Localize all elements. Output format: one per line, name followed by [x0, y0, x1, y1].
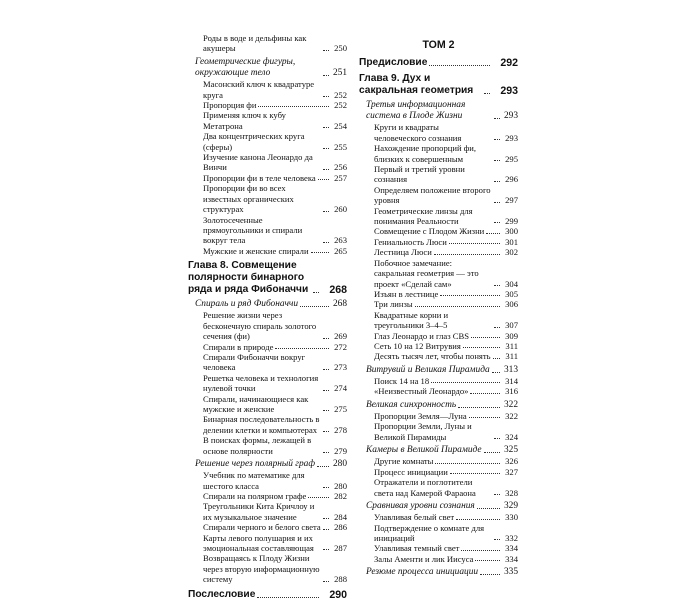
toc-section[interactable]: [188, 57, 347, 79]
toc-subsection[interactable]: [188, 470, 347, 491]
dot-leader: [494, 202, 500, 203]
toc-page-number: 252: [334, 100, 347, 111]
dot-leader: [484, 452, 500, 453]
dot-leader: [323, 549, 329, 550]
toc-entry-title: Масонский ключ к квадратуре круга: [203, 79, 315, 100]
dot-leader: [494, 539, 500, 540]
toc-page-number: 250: [334, 43, 347, 54]
toc-subsection[interactable]: [359, 226, 518, 236]
toc-entry-title: Подтверждение о комнате для инициаций: [374, 522, 485, 544]
toc-page-number: 278: [334, 424, 347, 435]
toc-section[interactable]: [359, 445, 518, 456]
toc-subsection[interactable]: [359, 543, 518, 553]
toc-subsection[interactable]: [359, 456, 518, 466]
toc-entry-title: «Неизвестный Леонардо»: [374, 386, 469, 397]
dot-leader: [493, 358, 500, 359]
toc-page-number: 305: [505, 288, 518, 299]
toc-entry-title: Карты левого полушария и их эмоциональная составляющая: [203, 532, 314, 554]
toc-entry-title: Глава 8. Совмещение полярности бинарного ряда и ряда Фибоначчи: [188, 260, 309, 296]
toc-entry-title: Отражатели и поглотители света над Камерой Фараона: [374, 477, 476, 498]
toc-subsection[interactable]: [359, 467, 518, 477]
toc-subsection[interactable]: [188, 501, 347, 522]
toc-entry-title: Пропорция фи: [203, 100, 257, 111]
toc-entry-title: Улавливая белый свет: [374, 512, 455, 523]
toc-entry-title: Послесловие: [188, 588, 256, 600]
volume-heading: ТОМ 2: [422, 39, 455, 51]
dot-leader: [318, 179, 329, 180]
dot-leader: [434, 254, 500, 255]
toc-entry-title: Побочное замечание: сакральная геометрия — это проект «Сделай сам»: [374, 257, 479, 289]
toc-page-number: 280: [332, 459, 347, 470]
toc-subsection[interactable]: [188, 215, 347, 246]
toc-page-number: 313: [503, 364, 518, 375]
dot-leader: [323, 148, 329, 149]
toc-right-column: [359, 33, 518, 578]
dot-leader: [323, 96, 329, 97]
toc-page-number: 284: [334, 511, 347, 522]
dot-leader: [323, 410, 329, 411]
toc-subsection[interactable]: [188, 183, 347, 214]
dot-leader: [435, 463, 500, 464]
toc-subsection[interactable]: [359, 122, 518, 143]
toc-page-number: 309: [505, 330, 518, 341]
dot-leader: [480, 574, 500, 575]
dot-leader: [463, 347, 500, 348]
toc-page-number: 297: [505, 195, 518, 206]
toc-page-number: 324: [505, 431, 518, 442]
toc-subsection[interactable]: [359, 477, 518, 498]
toc-section[interactable]: [359, 365, 518, 376]
toc-page-number: 326: [505, 456, 518, 467]
toc-page-number: 322: [505, 410, 518, 421]
toc-page-number: 268: [332, 299, 347, 310]
toc-entry-title: Другие комнаты: [374, 456, 434, 467]
toc-page-number: 296: [505, 174, 518, 185]
dot-leader: [429, 65, 490, 66]
dot-leader: [323, 452, 329, 453]
toc-entry-title: Бинарная последовательность в делении клетки и компьютерах: [203, 414, 320, 435]
toc-page-number: 295: [505, 153, 518, 164]
toc-page-number: 299: [505, 216, 518, 227]
dot-leader: [458, 407, 500, 408]
toc-page-number: 334: [505, 553, 518, 564]
dot-leader: [308, 497, 329, 498]
toc-page-number: 288: [334, 574, 347, 585]
toc-subsection[interactable]: [359, 523, 518, 544]
toc-entry-title: Процесс инициации: [374, 466, 448, 477]
toc-entry-title: Два концентрических круга (сферы): [203, 131, 305, 152]
toc-subsection[interactable]: [359, 331, 518, 341]
toc-page-number: 255: [334, 141, 347, 152]
toc-entry-title: Спирали, начинающиеся как мужские и женские: [203, 393, 309, 414]
toc-page-number: 251: [332, 68, 347, 79]
toc-entry-title: Треугольники Кита Кричлоу и их музыкальное значение: [203, 501, 315, 522]
toc-subsection[interactable]: [188, 100, 347, 110]
toc-page-number: 279: [334, 445, 347, 456]
toc-subsection[interactable]: [359, 289, 518, 299]
toc-entry-title: Изучение канона Леонардо да Винчи: [203, 152, 313, 173]
toc-subsection[interactable]: [359, 258, 518, 289]
toc-page-number: 316: [505, 386, 518, 397]
toc-page-number: 314: [505, 375, 518, 386]
toc-subsection[interactable]: [359, 164, 518, 185]
toc-subsection[interactable]: [359, 185, 518, 206]
toc-page-number: 307: [505, 320, 518, 331]
toc-entry-title: Первый и третий уровни сознания: [374, 164, 465, 185]
toc-entry-title: Предисловие: [359, 57, 428, 68]
toc-page-number: 265: [334, 245, 347, 256]
dot-leader: [323, 338, 329, 339]
toc-page-number: 275: [334, 403, 347, 414]
toc-subsection[interactable]: [188, 435, 347, 456]
toc-subsection[interactable]: [188, 110, 347, 131]
toc-entry-title: Учебник по математике для шестого класса: [203, 470, 305, 491]
toc-section[interactable]: [359, 400, 518, 411]
dot-leader: [471, 337, 500, 338]
dot-leader: [300, 306, 329, 307]
toc-subsection[interactable]: [188, 352, 347, 373]
toc-subsection[interactable]: [188, 79, 347, 100]
dot-leader: [323, 518, 329, 519]
dot-leader: [323, 369, 329, 370]
toc-entry-title: Геометрические линзы для понимания Реальности: [374, 205, 473, 227]
dot-leader: [494, 438, 500, 439]
toc-entry-title: В поисках формы, лежащей в основе полярности: [203, 435, 312, 456]
toc-page-number: 311: [505, 340, 518, 351]
toc-page-number: 335: [503, 567, 518, 578]
toc-entry-title: Третья информационная система в Плоде Жизни: [366, 100, 466, 122]
toc-page-number: 306: [505, 299, 518, 310]
toc-subsection[interactable]: [359, 351, 518, 361]
toc-page-number: 332: [505, 533, 518, 544]
toc-section[interactable]: [359, 100, 518, 122]
toc-subsection[interactable]: [359, 247, 518, 257]
dot-leader: [494, 118, 500, 119]
toc-entry-title: Изъян в лестнице: [374, 288, 439, 299]
toc-page-number: 272: [334, 341, 347, 352]
toc-subsection[interactable]: [188, 553, 347, 584]
toc-subsection[interactable]: [188, 342, 347, 352]
toc-page-number: 322: [503, 399, 518, 410]
toc-subsection[interactable]: [188, 246, 347, 256]
toc-entry-title: Определяем положение второго уровня: [374, 184, 491, 206]
dot-leader: [494, 494, 500, 495]
dot-leader: [494, 160, 500, 161]
toc-entry-title: Спирали Фибоначчи вокруг человека: [203, 351, 306, 373]
toc-subsection[interactable]: [188, 373, 347, 394]
toc-page-number: 287: [334, 543, 347, 554]
toc-entry-title: Решение через полярный граф: [195, 459, 315, 470]
dot-leader: [475, 560, 500, 561]
toc-page-number: 311: [505, 351, 518, 362]
toc-page-number: 286: [334, 522, 347, 533]
toc-subsection[interactable]: [359, 206, 518, 227]
toc-subsection[interactable]: [188, 491, 347, 501]
toc-subsection[interactable]: [359, 554, 518, 564]
toc-subsection[interactable]: [359, 512, 518, 522]
dot-leader: [431, 382, 500, 383]
toc-chapter[interactable]: [188, 589, 347, 601]
toc-entry-title: Мужские и женские спирали: [203, 245, 309, 256]
dot-leader: [494, 139, 500, 140]
toc-section[interactable]: [359, 501, 518, 512]
toc-section[interactable]: [188, 459, 347, 470]
toc-entry-title: Залы Аменти и лик Иисуса: [374, 553, 474, 564]
toc-entry-title: Пропорции фи в теле человека: [203, 172, 316, 183]
toc-subsection[interactable]: [359, 376, 518, 386]
dot-leader: [275, 348, 329, 349]
toc-page-number: 293: [500, 85, 518, 97]
toc-entry-title: Лестница Люси: [374, 247, 432, 258]
toc-page-number: 334: [505, 543, 518, 554]
toc-entry-title: Квадратные корни и треугольники 3–4–5: [374, 309, 449, 331]
toc-entry-title: Десять тысяч лет, чтобы понять: [374, 351, 491, 362]
toc-subsection[interactable]: [188, 533, 347, 554]
dot-leader: [323, 431, 329, 432]
toc-page-number: 304: [505, 278, 518, 289]
toc-page-number: 327: [505, 466, 518, 477]
toc-page-number: 274: [334, 383, 347, 394]
toc-subsection[interactable]: [188, 522, 347, 532]
toc-entry-title: Поиск 14 на 18: [374, 375, 430, 386]
toc-subsection[interactable]: [188, 152, 347, 173]
toc-page-number: 282: [334, 491, 347, 502]
dot-leader: [470, 393, 500, 394]
toc-subsection[interactable]: [359, 143, 518, 164]
toc-subsection[interactable]: [188, 131, 347, 152]
toc-page-number: 268: [329, 284, 347, 297]
dot-leader: [486, 233, 500, 234]
dot-leader: [492, 372, 500, 373]
toc-entry-title: Гениальность Люси: [374, 236, 447, 247]
toc-subsection[interactable]: [359, 411, 518, 421]
toc-page-number: 269: [334, 331, 347, 342]
toc-subsection[interactable]: [188, 310, 347, 341]
toc-entry-title: Резюме процесса инициации: [366, 567, 479, 578]
toc-entry-title: Великая синхронность: [366, 399, 457, 410]
toc-page-number: 260: [334, 204, 347, 215]
toc-chapter[interactable]: [359, 57, 518, 69]
toc-page-number: 293: [505, 132, 518, 143]
dot-leader: [311, 252, 329, 253]
toc-entry-title: Спираль и ряд Фибоначчи: [195, 299, 299, 310]
toc-page-number: 280: [334, 480, 347, 491]
toc-subsection[interactable]: [188, 394, 347, 415]
dot-leader: [323, 50, 329, 51]
toc-subsection[interactable]: [359, 421, 518, 442]
toc-page-number: 290: [329, 588, 347, 601]
toc-subsection[interactable]: [359, 386, 518, 396]
toc-entry-title: Пропорции Земля—Луна: [374, 410, 467, 421]
dot-leader: [494, 181, 500, 182]
toc-entry-title: Три линзы: [374, 299, 413, 310]
toc-entry-title: Сеть 10 на 12 Витрувия: [374, 340, 461, 351]
toc-chapter[interactable]: [188, 260, 347, 296]
toc-entry-title: Спирали в природе: [203, 341, 274, 352]
toc-entry-title: Пропорции Земли, Луны и Великой Пирамиды: [374, 421, 472, 442]
toc-page-number: 254: [334, 120, 347, 131]
dot-leader: [450, 473, 500, 474]
dot-leader: [258, 106, 329, 107]
toc-entry-title: Спирали черного и белого света: [203, 522, 321, 533]
toc-entry-title: Спирали на полярном графе: [203, 491, 307, 502]
toc-entry-title: Улавливая темный свет: [374, 543, 460, 554]
dot-leader: [257, 597, 319, 598]
toc-page-number: 302: [505, 247, 518, 258]
dot-leader: [415, 306, 500, 307]
toc-entry-title: Решение жизни через бесконечную спираль золотого сечения (фи): [203, 310, 317, 342]
dot-leader: [456, 519, 500, 520]
dot-leader: [313, 292, 319, 293]
dot-leader: [461, 550, 500, 551]
toc-page-number: 257: [334, 172, 347, 183]
toc-page-number: 292: [500, 57, 518, 69]
dot-leader: [323, 529, 329, 530]
dot-leader: [494, 285, 500, 286]
toc-page-number: 301: [505, 236, 518, 247]
toc-subsection[interactable]: [359, 310, 518, 331]
toc-subsection[interactable]: [188, 414, 347, 435]
toc-entry-title: Сравнивая уровни сознания: [366, 501, 475, 512]
dot-leader: [323, 169, 329, 170]
toc-entry-title: Возвращаясь к Плоду Жизни через вторую информационную систему: [203, 553, 320, 585]
toc-subsection[interactable]: [188, 33, 347, 54]
toc-page-number: 273: [334, 362, 347, 373]
toc-subsection[interactable]: [359, 341, 518, 351]
toc-page-number: 330: [505, 512, 518, 523]
toc-entry-title: Совмещение с Плодом Жизни: [374, 226, 485, 237]
dot-leader: [449, 243, 500, 244]
toc-page-number: 325: [503, 445, 518, 456]
toc-page-number: 293: [503, 111, 518, 122]
toc-entry-title: Глава 9. Дух и сакральная геометрия: [359, 73, 474, 96]
toc-subsection[interactable]: [359, 237, 518, 247]
toc-subsection[interactable]: [359, 299, 518, 309]
dot-leader: [323, 127, 329, 128]
toc-page-number: 256: [334, 162, 347, 173]
toc-entry-title: Применяя ключ к кубу Метатрона: [203, 110, 286, 131]
dot-leader: [323, 581, 329, 582]
toc-subsection[interactable]: [188, 173, 347, 183]
toc-entry-title: Камеры в Великой Пирамиде: [366, 445, 482, 456]
toc-chapter[interactable]: [359, 73, 518, 97]
toc-entry-title: Золотосеченные прямоугольники и спирали вокруг тела: [203, 214, 303, 246]
dot-leader: [317, 466, 329, 467]
dot-leader: [477, 508, 500, 509]
toc-page-number: 263: [334, 235, 347, 246]
toc-entry-title: Роды в воде и дельфины как акушеры: [203, 33, 307, 54]
toc-page-number: 252: [334, 89, 347, 100]
toc-page-number: 329: [503, 501, 518, 512]
dot-leader: [440, 295, 500, 296]
dot-leader: [323, 487, 329, 488]
dot-leader: [323, 242, 329, 243]
toc-entry-title: Решетка человека и технология нулевой точки: [203, 372, 319, 394]
dot-leader: [484, 93, 490, 94]
toc-left-column: [188, 33, 347, 601]
toc-entry-title: Геометрические фигуры, окружающие тело: [195, 56, 296, 79]
toc-entry-title: Витрувий и Великая Пирамида: [366, 364, 490, 375]
dot-leader: [323, 75, 329, 76]
toc-page-number: 328: [505, 487, 518, 498]
dot-leader: [323, 390, 329, 391]
dot-leader: [494, 327, 500, 328]
dot-leader: [494, 222, 500, 223]
toc-page-number: 300: [505, 226, 518, 237]
toc-section[interactable]: [188, 299, 347, 310]
toc-entry-title: Пропорции фи во всех известных органических структурах: [203, 183, 294, 215]
toc-entry-title: Нахождение пропорций фи, близких к совершенным: [374, 143, 477, 164]
toc-entry-title: Глаз Леонардо и глаз CBS: [374, 330, 469, 341]
dot-leader: [469, 417, 500, 418]
toc-entry-title: Круги и квадраты человеческого сознания: [374, 122, 462, 143]
dot-leader: [323, 211, 329, 212]
toc-section[interactable]: [359, 567, 518, 578]
